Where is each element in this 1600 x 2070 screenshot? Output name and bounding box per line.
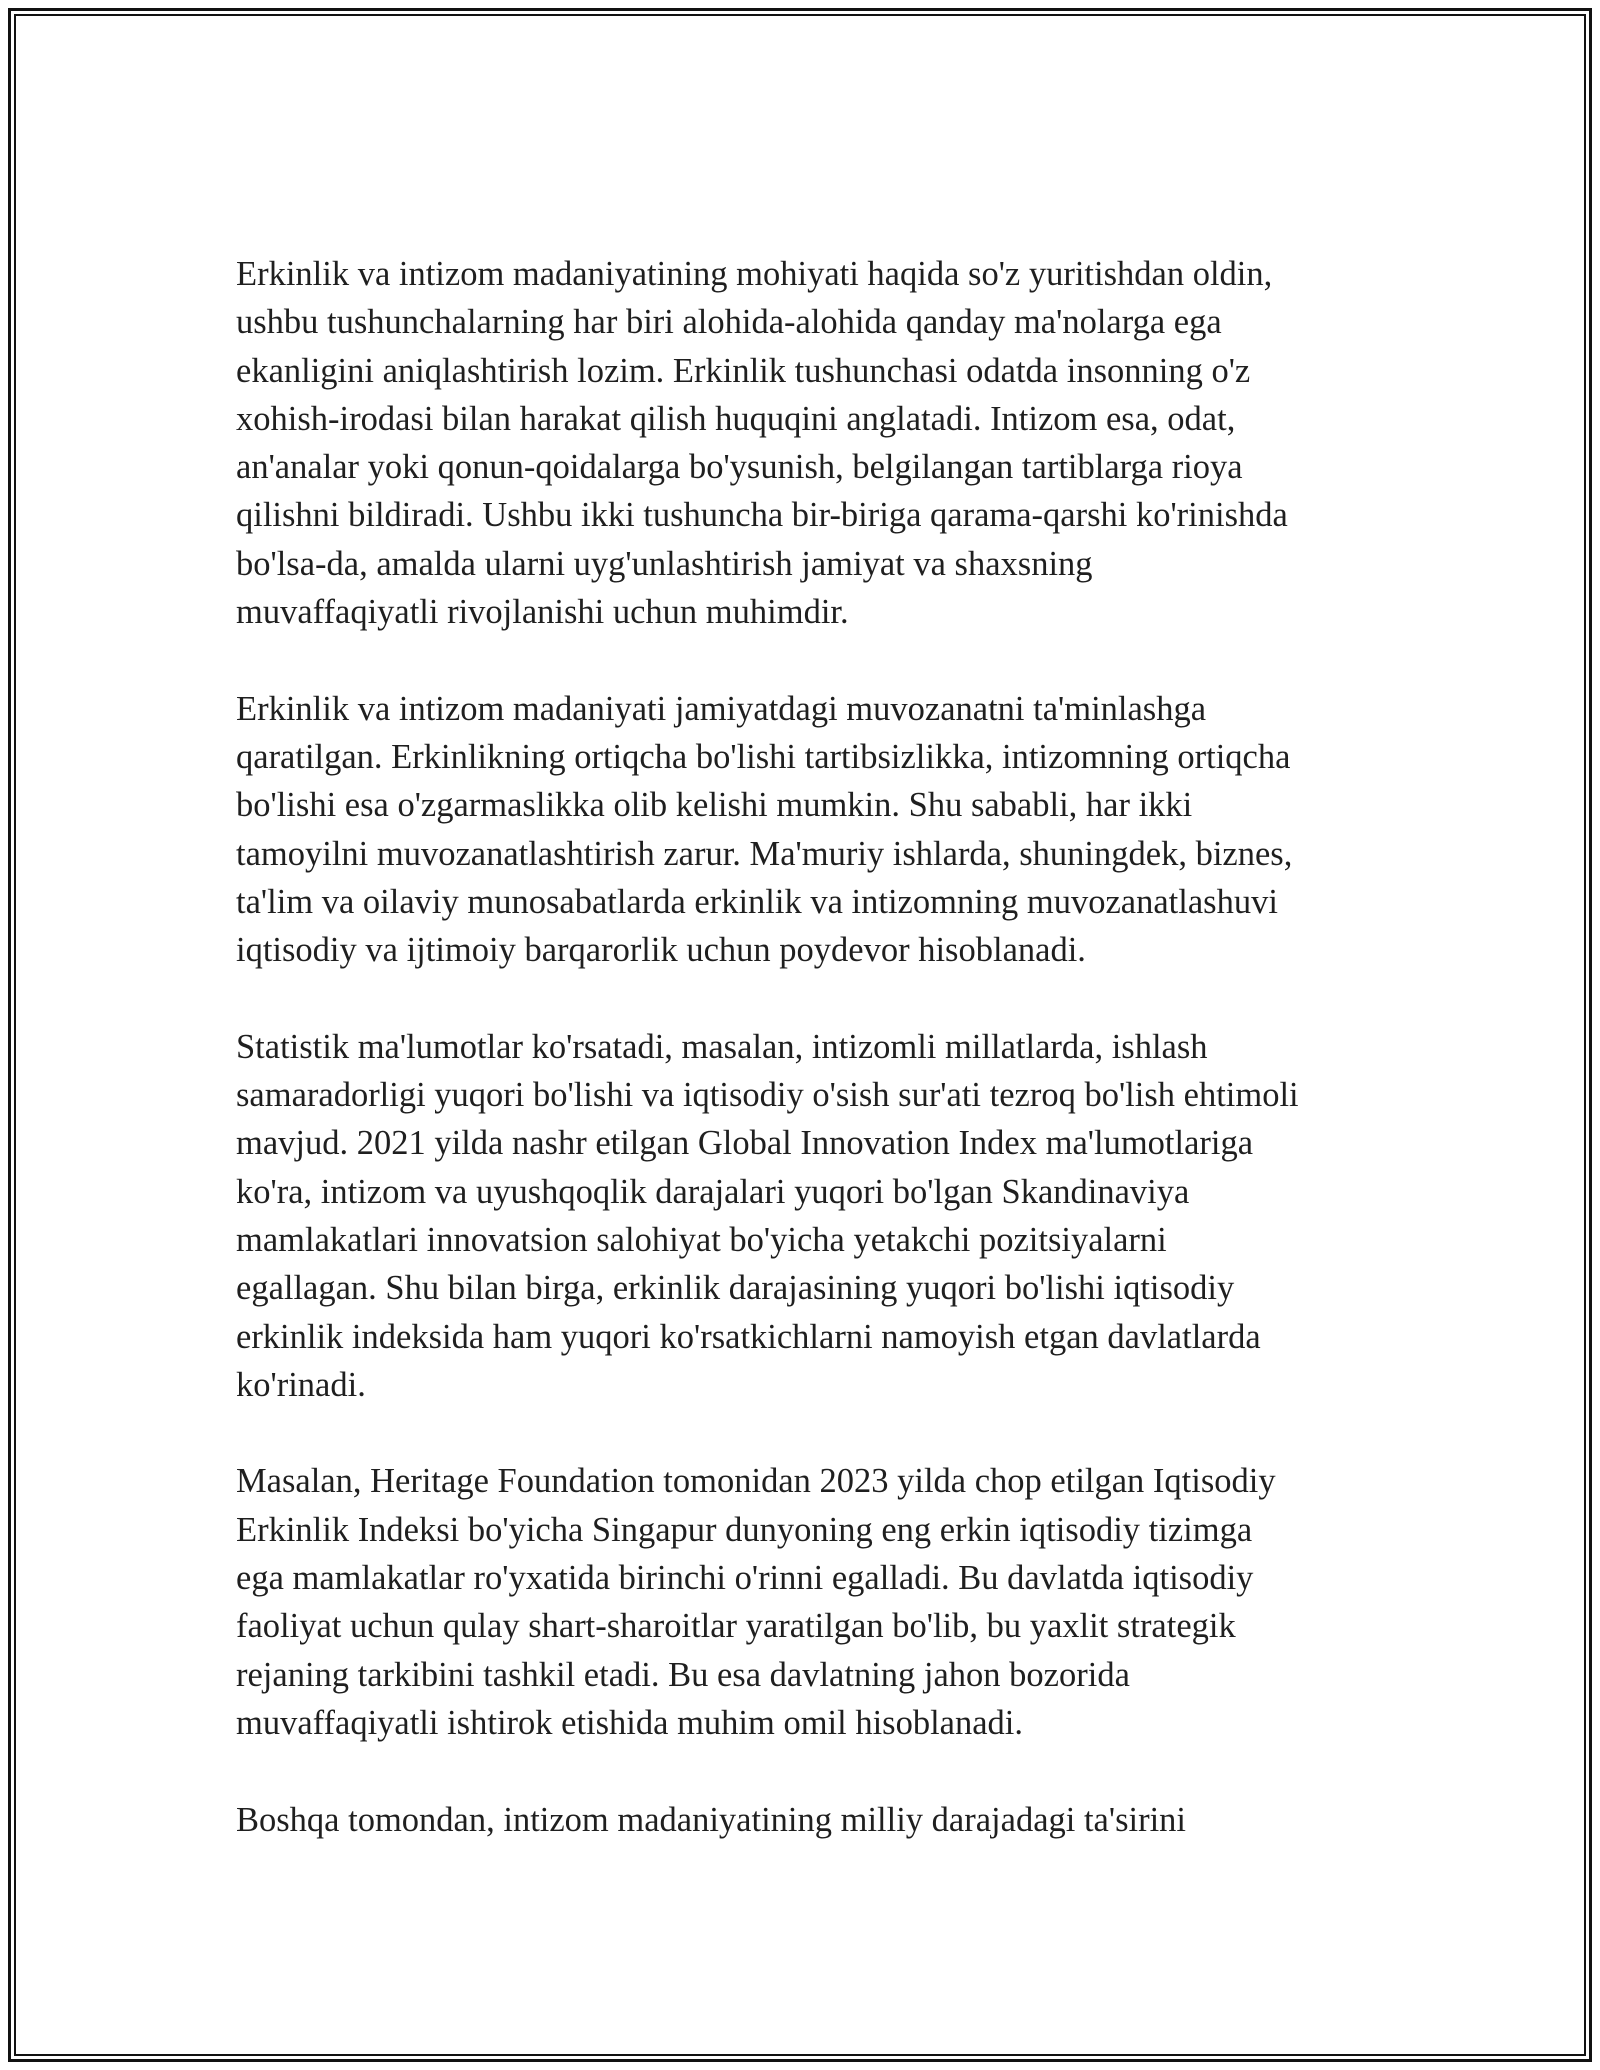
document-body [236,250,1376,1844]
paragraph-2: Erkinlik va intizom madaniyati jamiyatdagi muvozanatni ta'minlashga qaratilgan. Erkinlikning ortiqcha bo'lishi tartibsizlikka, intizomning ortiqcha bo'lishi esa o'zgarmaslikka olib kelishi mumkin. Shu sababli, har ikki tamoyilni muvozanatlashtirish zarur. Ma'muriy ishlarda, shuningdek, biznes, ta'lim va oilaviy munosabatlarda erkinlik va intizomning muvozanatlashuvi iqtisodiy va ijtimoiy barqarorlik uchun poydevor hisoblanadi. [236,689,1293,970]
paragraph-3: Statistik ma'lumotlar ko'rsatadi, masalan, intizomli millatlarda, ishlash samaradorligi yuqori bo'lishi va iqtisodiy o'sish sur'ati tezroq bo'lish ehtimoli mavjud. 2021 yilda nashr etilgan Global Innovation Index ma'lumotlariga ko'ra, intizom va uyushqoqlik darajalari yuqori bo'lgan Skandinaviya mamlakatlari innovatsion salohiyat bo'yicha yetakchi pozitsiyalarni egallagan. Shu bilan birga, erkinlik darajasining yuqori bo'lishi iqtisodiy erkinlik indeksida ham yuqori ko'rsatkichlarni namoyish etgan davlatlarda ko'rinadi. [236,1027,1299,1404]
paragraph-4: Masalan, Heritage Foundation tomonidan 2023 yilda chop etilgan Iqtisodiy Erkinlik Indeksi bo'yicha Singapur dunyoning eng erkin iqtisodiy tizimga ega mamlakatlar ro'yxatida birinchi o'rinni egalladi. Bu davlatda iqtisodiy faoliyat uchun qulay shart-sharoitlar yaratilgan bo'lib, bu yaxlit strategik rejaning tarkibini tashkil etadi. Bu esa davlatning jahon bozorida muvaffaqiyatli ishtirok etishida muhim omil hisoblanadi. [236,1462,1276,1742]
paragraph-1: Erkinlik va intizom madaniyatining mohiyati haqida so'z yuritishdan oldin, ushbu tushunchalarning har biri alohida-alohida qanday ma'nolarga ega ekanligini aniqlashtirish lozim. Erkinlik tushunchasi odatda insonning o'z xohish-irodasi bilan harakat qilish huquqini anglatadi. Intizom esa, odat, an'analar yoki qonun-qoidalarga bo'ysunish, belgilangan tartiblarga rioya qilishni bildiradi. Ushbu ikki tushuncha bir-biriga qarama-qarshi ko'rinishda bo'lsa-da, amalda ularni uyg'unlashtirish jamiyat va shaxsning muvaffaqiyatli rivojlanishi uchun muhimdir. [236,255,1288,632]
paragraph-5: Boshqa tomondan, intizom madaniyatining milliy darajadagi ta'sirini [236,1800,1186,1839]
